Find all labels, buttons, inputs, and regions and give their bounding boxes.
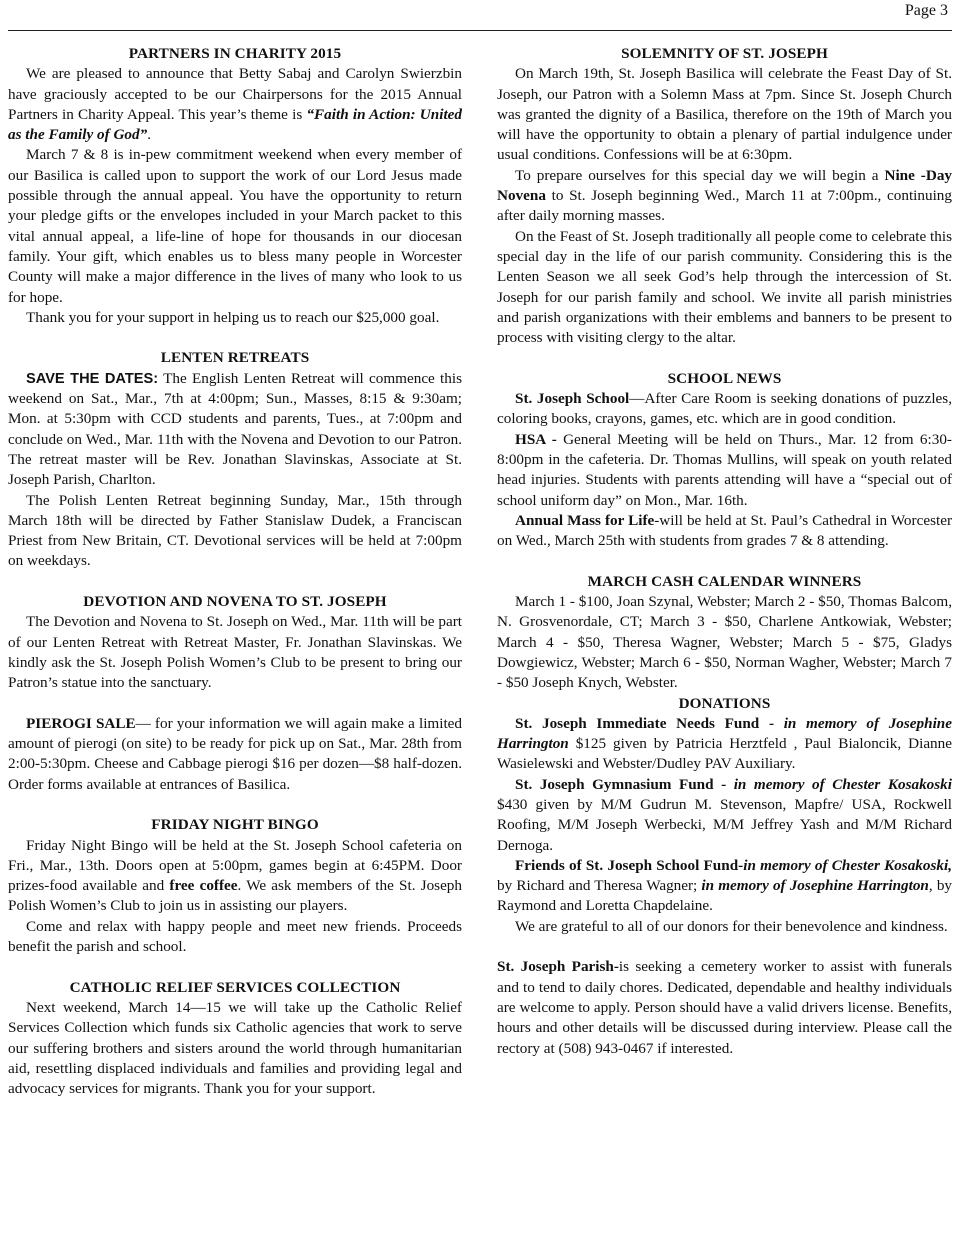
section-heading: PARTNERS IN CHARITY 2015 [128,45,342,62]
paragraph: We are pleased to announce that Betty Sabaj and Carolyn Swierzbin have graciously accepted to be our Chairpersons for the 2015 Annual Partners in Charity Appeal. This year’s theme is “Faith in Action: United as the Family of God”. [8,65,462,144]
header-rule [8,30,952,31]
paragraph: The Devotion and Novena to St. Joseph on Wed., Mar. 11th will be part of our Lenten Retreat with Retreat Master, Fr. Jonathan Slavinskas. We kindly ask the St. Joseph Polish Women’s Club to be present to bring our Patron’s statue into the sanctuary. [8,613,462,692]
left-column [8,44,462,1099]
paragraph: St. Joseph School—After Care Room is seeking donations of puzzles, coloring books, crayons, games, etc. which are in good condition. [497,390,952,428]
page-number: Page 3 [904,2,948,19]
section-heading: SOLEMNITY OF ST. JOSEPH [621,45,828,62]
paragraph: PIEROGI SALE— for your information we will again make a limited amount of pierogi (on site) to be ready for pick up on Sat., Mar. 28th from 2:00-5:30pm. Cheese and Cabbage pierogi $16 per dozen—$8 half-dozen. Order forms available at entrances of Basilica. [8,714,462,793]
crs-section [8,978,462,1100]
paragraph: St. Joseph Parish-is seeking a cemetery worker to assist with funerals and to tend to daily chores. Dedicated, dependable and healthy individuals are welcome to apply. Person should have a valid drivers license. Benefits, hours and other details will be discussed during interview. Please call the rectory at (508) 943-0467 if interested. [497,958,952,1057]
paragraph: HSA - General Meeting will be held on Thurs., Mar. 12 from 6:30-8:00pm in the cafeteria. Dr. Thomas Mullins, will speak on youth related head injuries. Students with parents attending will have a “special out of school uniform day” on Mon., Mar. 16th. [497,430,952,509]
paragraph: March 1 - $100, Joan Szynal, Webster; March 2 - $50, Thomas Balcom, N. Grosvenordale, CT; March 3 - $50, Charlene Antkowiak, Webster; March 4 - $50, Theresa Wagner, Webster; March 5 - $75, Gladys Dowgiewicz, Webster; March 6 - $50, Norman Wagher, Webster; March 7 - $50 Joseph Knych, Webster. [497,593,952,692]
paragraph: We are grateful to all of our donors for their benevolence and kindness. [515,917,948,935]
section-heading: LENTEN RETREATS [160,349,310,367]
paragraph: On the Feast of St. Joseph traditionally all people come to celebrate this special day in the life of our parish community. Considering this is the Lenten Season we all seek God’s help through the intercession of St. Joseph for our parish family and school. We invite all parish ministries and parish organizations with their emblems and banners to be present to process with visiting clergy to the altar. [497,227,952,347]
paragraph: Annual Mass for Life-will be held at St. Paul’s Cathedral in Worcester on Wed., March 25th with students from grades 7 & 8 attending. [497,511,952,550]
cash-calendar-section [497,572,952,694]
section-heading: CATHOLIC RELIEF SERVICES COLLECTION [69,978,401,996]
paragraph: St. Joseph Immediate Needs Fund - in memory of Josephine Harrington $125 given by Patricia Herztfeld , Paul Bialoncik, Dianne Wasielewski and Webster/Dudley PAV Auxiliary. [497,714,952,773]
right-column [497,44,952,1059]
free-coffee-text: free coffee [169,877,238,895]
section-heading: SCHOOL NEWS [667,369,782,387]
section-heading: FRIDAY NIGHT BINGO [151,816,319,834]
paragraph: Friday Night Bingo will be held at the St. Joseph School cafeteria on Fri., Mar., 13th. Doors open at 5:00pm, games begin at 6:45PM. Door prizes-food available and free coffee. We ask members of the St. Joseph Polish Women’s Club to join us in assisting our players. [8,836,462,915]
lenten-retreats-section [8,348,462,571]
bingo-section [8,815,462,957]
section-heading: DEVOTION AND NOVENA TO ST. JOSEPH [83,593,387,611]
school-news-section [497,369,952,552]
devotion-section [8,592,462,693]
donations-section [497,694,952,938]
paragraph: The Polish Lenten Retreat beginning Sunday, Mar., 15th through March 18th will be directed by Father Stanislaw Dudek, a Franciscan Priest from New Britain, CT. Devotional services will be held at 7:00pm on weekdays. [8,491,462,570]
paragraph: On March 19th, St. Joseph Basilica will celebrate the Feast Day of St. Joseph, our Patron with a Solemn Mass at 7pm. Since St. Joseph Church was granted the dignity of a Basilica, therefore on the 19th of March you will have the opportunity to obtain a plenary of partial indulgence under usual conditions. Confessions will be at 6:30pm. [497,65,952,164]
paragraph: Thank you for your support in helping us to reach our $25,000 goal. [26,308,440,326]
section-heading: MARCH CASH CALENDAR WINNERS [587,572,862,590]
parish-section [497,957,952,1058]
section-heading: DONATIONS [678,694,771,712]
paragraph: Friends of St. Joseph School Fund-in memory of Chester Kosakoski, by Richard and Theresa Wagner; in memory of Josephine Harrington, by Raymond and Loretta Chapdelaine. [497,856,953,915]
paragraph: St. Joseph Gymnasium Fund - in memory of Chester Kosakoski $430 given by M/M Gudrun M. Stevenson, Mapfre/ USA, Rockwell Roofing, M/M Joseph Werbecki, M/M Jeffrey Yash and M/M Richard Dernoga. [497,775,952,854]
paragraph: March 7 & 8 is in-pew commitment weekend when every member of our Basilica is called upon to support the work of our Lord Jesus made possible through the annual appeal. You have the opportunity to return your pledge gifts or the envelopes included in your March packet to this vital annual appeal, a life-line of hope for thousands in our diocesan family. Your gift, which enables us to bless many people in Worcester County will make a major difference in the lives of many who look to us for hope. [8,146,462,306]
parish-label: St. Joseph Parish- [497,958,619,976]
paragraph: To prepare ourselves for this special day we will begin a Nine -Day Novena to St. Joseph beginning Wed., March 11 at 7:00pm., continuing after daily morning masses. [497,166,953,225]
save-the-dates-label: SAVE THE DATES: [26,370,159,387]
paragraph: Come and relax with happy people and meet new friends. Proceeds benefit the parish and school. [8,917,462,956]
paragraph: Next weekend, March 14—15 we will take up the Catholic Relief Services Collection which funds six Catholic agencies that work to serve our suffering brothers and sisters around the world through humanitarian aid, resettling displaced individuals and families and providing legal and advocacy services for migrants. Thank you for your support. [8,998,462,1098]
theme-text: “Faith in Action: United as the Family of God” [8,105,462,144]
partners-section [8,44,462,328]
pierogi-section [8,714,462,795]
paragraph: SAVE THE DATES: The English Lenten Retreat will commence this weekend on Sat., Mar., 7th at 4:00pm; Sun., Masses, 8:15 & 9:30am; Mon. at 5:30pm with CCD students and parents, Tues., at 7:00pm and conclude on Wed., Mar. 11th with the Novena and Devotion to our Patron. The retreat master will be Rev. Jonathan Slavinskas, Associate at St. Joseph Parish, Charlton. [8,369,462,489]
novena-text: Nine -Day Novena [497,166,953,205]
solemnity-section [497,44,952,348]
pierogi-label: PIEROGI SALE [26,714,136,732]
